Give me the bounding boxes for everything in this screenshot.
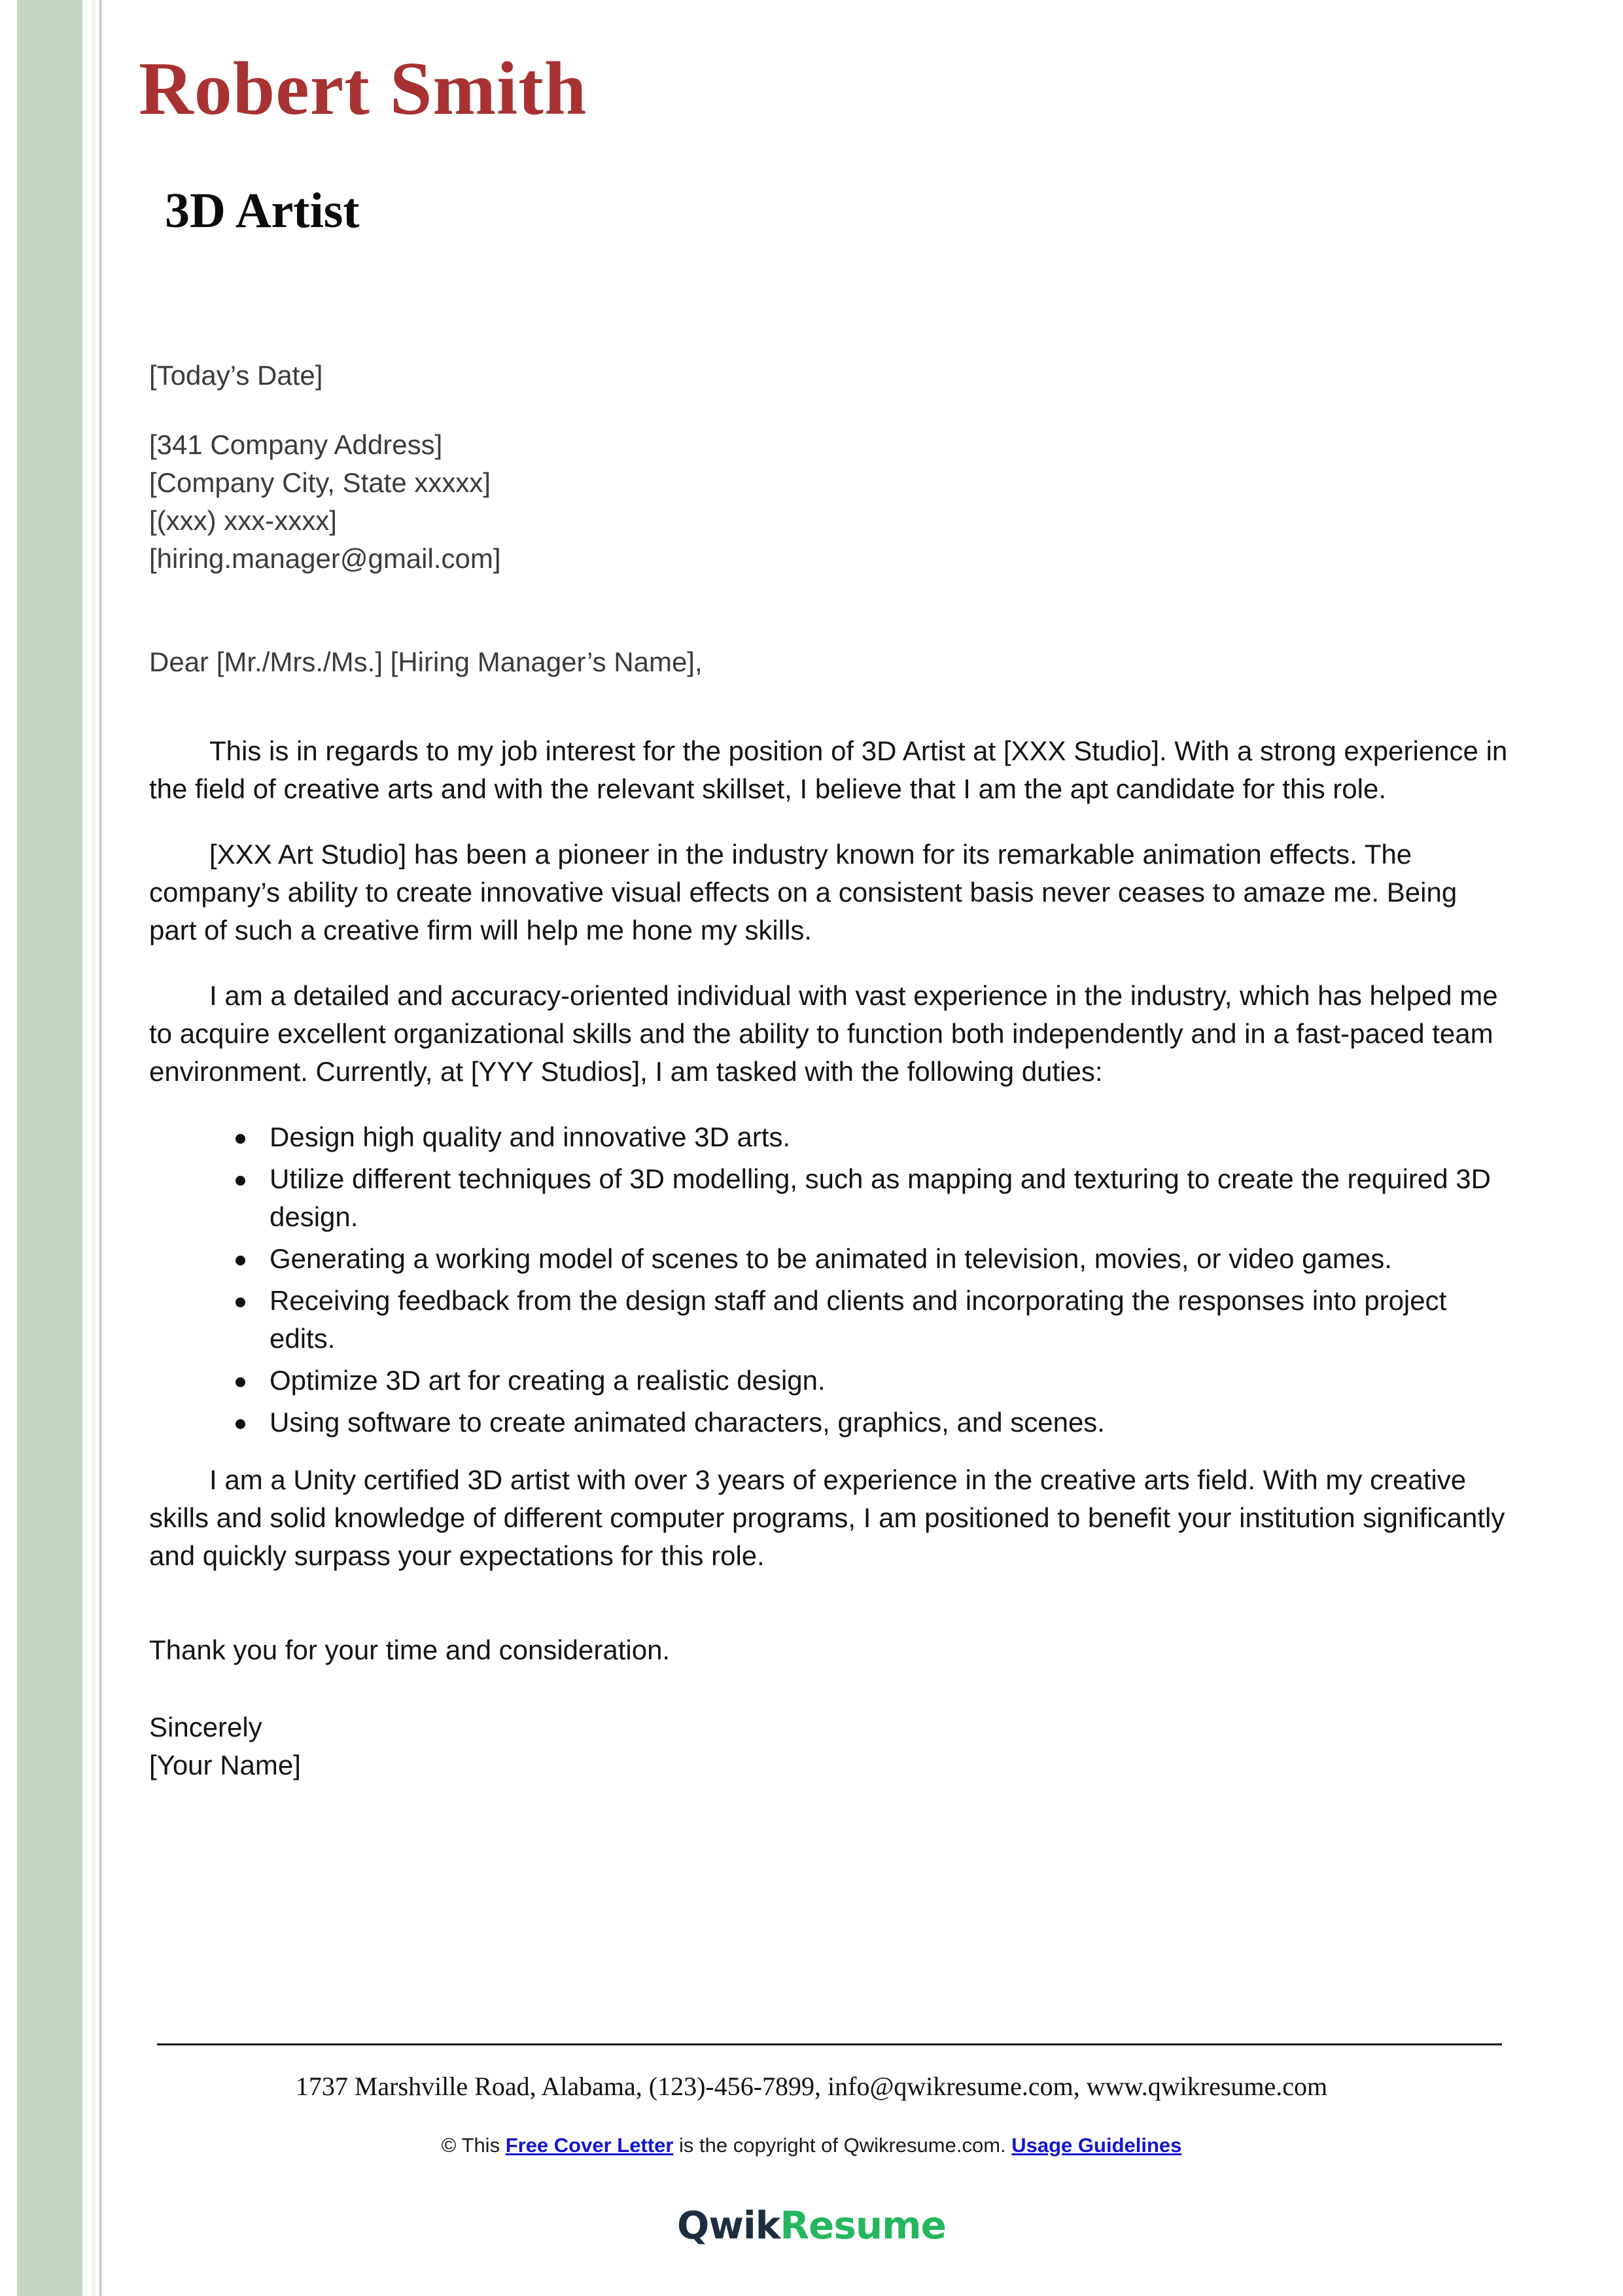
logo-text-qwik: Qwik: [677, 2203, 780, 2248]
list-item: Using software to create animated characters, graphics, and scenes.: [220, 1404, 1510, 1441]
list-item: Generating a working model of scenes to be animated in television, movies, or video games.: [220, 1240, 1510, 1278]
letter-body: [149, 357, 1510, 1784]
list-item: Utilize different techniques of 3D modelling, such as mapping and texturing to create the required 3D design.: [220, 1160, 1510, 1236]
footer-contact-line: 1737 Marshville Road, Alabama, (123)-456-7899, info@qwikresume.com, www.qwikresume.com: [295, 2072, 1328, 2101]
recipient-address-block: [149, 426, 1510, 578]
signoff-line: Sincerely: [149, 1712, 262, 1742]
list-item: Optimize 3D art for creating a realistic design.: [220, 1362, 1510, 1400]
recipient-address-line: [Company City, State xxxxx]: [149, 467, 491, 498]
copyright-middle: is the copyright of Qwikresume.com.: [673, 2134, 1012, 2157]
applicant-name: Robert Smith: [139, 47, 587, 131]
recipient-address-line: [(xxx) xxx-xxxx]: [149, 505, 337, 536]
body-paragraph-2: [XXX Art Studio] has been a pioneer in the industry known for its remarkable animation effects. The company’s ability to create innovative visual effects on a consistent basis never ceases to amaze me. Being part of such a creative firm will help me hone my skills.: [149, 839, 1457, 945]
letter-salutation: Dear [Mr./Mrs./Ms.] [Hiring Manager’s Name],: [149, 646, 703, 677]
thank-you-line: Thank you for your time and consideration.: [149, 1634, 671, 1665]
footer-divider: [157, 2043, 1502, 2045]
logo-text-resume: Resume: [780, 2203, 946, 2248]
footer-copyright-line: [0, 2132, 1623, 2159]
usage-guidelines-link[interactable]: Usage Guidelines: [1011, 2134, 1182, 2157]
qwikresume-logo: [0, 2204, 1623, 2247]
body-paragraph-3: I am a detailed and accuracy-oriented individual with vast experience in the industry, which has helped me to acquire excellent organizational skills and the ability to function both independently and in a fast-paced team environment. Currently, at [YYY Studios], I am tasked with the following duties:: [149, 980, 1498, 1087]
recipient-address-line: [341 Company Address]: [149, 429, 443, 460]
free-cover-letter-link[interactable]: Free Cover Letter: [505, 2134, 674, 2157]
letter-date: [Today’s Date]: [149, 360, 323, 391]
duties-list: [149, 1118, 1510, 1441]
copyright-prefix: © This: [441, 2134, 506, 2157]
applicant-job-title: 3D Artist: [165, 183, 360, 238]
spacer: [149, 1669, 1510, 1708]
body-paragraph-1: This is in regards to my job interest for the position of 3D Artist at [XXX Studio]. With a strong experience in the field of creative arts and with the relevant skillset, I believe that I am the apt candidate for this role.: [149, 735, 1508, 804]
closing-paragraph: I am a Unity certified 3D artist with over 3 years of experience in the creative arts field. With my creative skills and solid knowledge of different computer programs, I am positioned to benefit your institution significantly and quickly surpass your expectations for this role.: [149, 1464, 1505, 1571]
letter-paragraphs: [149, 732, 1510, 1784]
list-item: Design high quality and innovative 3D arts.: [220, 1118, 1510, 1156]
recipient-address-line: [hiring.manager@gmail.com]: [149, 543, 501, 574]
list-item: Receiving feedback from the design staff and clients and incorporating the responses into project edits.: [220, 1282, 1510, 1358]
signature-name: [Your Name]: [149, 1750, 301, 1780]
spacer: [149, 1602, 1510, 1631]
